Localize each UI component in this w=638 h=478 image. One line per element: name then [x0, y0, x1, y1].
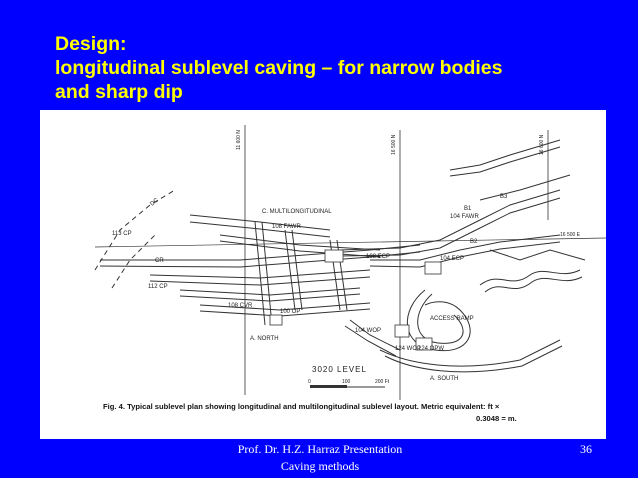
slide-title [55, 32, 615, 104]
page-number: 36 [580, 442, 592, 456]
sublevel-plan-drawing [40, 110, 606, 439]
scale-label-100: 100 [342, 379, 351, 385]
level-label: 3020 LEVEL [312, 365, 367, 374]
label-124-wop: 124 WOP [395, 346, 422, 352]
label-access-ramp: ACCESS RAMP [430, 316, 474, 322]
slide-footer [225, 441, 415, 475]
label-a-north: A. NORTH [250, 336, 279, 342]
title-line-1: Design: [55, 33, 127, 55]
label-108-ecp: 108 ECP [366, 254, 391, 260]
label-124-opw: 124 OPW [418, 346, 445, 352]
footer-line-2: Caving methods [280, 459, 360, 473]
grid-label-4: 16 500 E [560, 232, 581, 238]
label-104-wop: 104 WOP [355, 328, 382, 334]
label-108-fawr: 108 FAWR [272, 224, 301, 230]
label-a-south: A. SOUTH [430, 376, 459, 382]
title-line-3: and sharp dip [55, 81, 183, 103]
scale-label-200: 200 Ft [375, 379, 390, 385]
label-113-cp: 113 CP [112, 231, 132, 237]
caption-text: Typical sublevel plan showing longitudinal and multilongitudinal sublevel layout. Metric equivalent: ft × [127, 402, 500, 411]
mine-plan-figure [40, 110, 606, 439]
footer-line-1: Prof. Dr. H.Z. Harraz Presentation [237, 442, 403, 456]
label-cr: CR [155, 258, 164, 264]
label-multilongitudinal: C. MULTILONGITUDINAL [262, 209, 332, 215]
title-line-2: longitudinal sublevel caving – for narrow bodies [55, 57, 503, 79]
figure-caption [103, 402, 603, 411]
label-104-fawr: 104 FAWR [450, 214, 479, 220]
label-b2: B2 [470, 239, 478, 245]
label-b1: B1 [464, 206, 472, 212]
grid-label-3: 16 600 N [539, 134, 545, 155]
grid-label-2: 16 500 N [391, 134, 397, 155]
caption-line-2: 0.3048 = m. [476, 414, 517, 423]
label-100-op: 100 OP [280, 309, 301, 315]
scale-label-0: 0 [308, 379, 311, 385]
label-b3: B3 [500, 194, 508, 200]
caption-prefix: Fig. 4. [103, 402, 125, 411]
label-108-cvr: 108 CVR [228, 303, 253, 309]
label-112-cp: 112 CP [148, 284, 168, 290]
grid-label-1: 11 600 N [236, 130, 242, 150]
label-dc: DC [149, 197, 160, 208]
label-104-ecp: 104 ECP [440, 256, 465, 262]
